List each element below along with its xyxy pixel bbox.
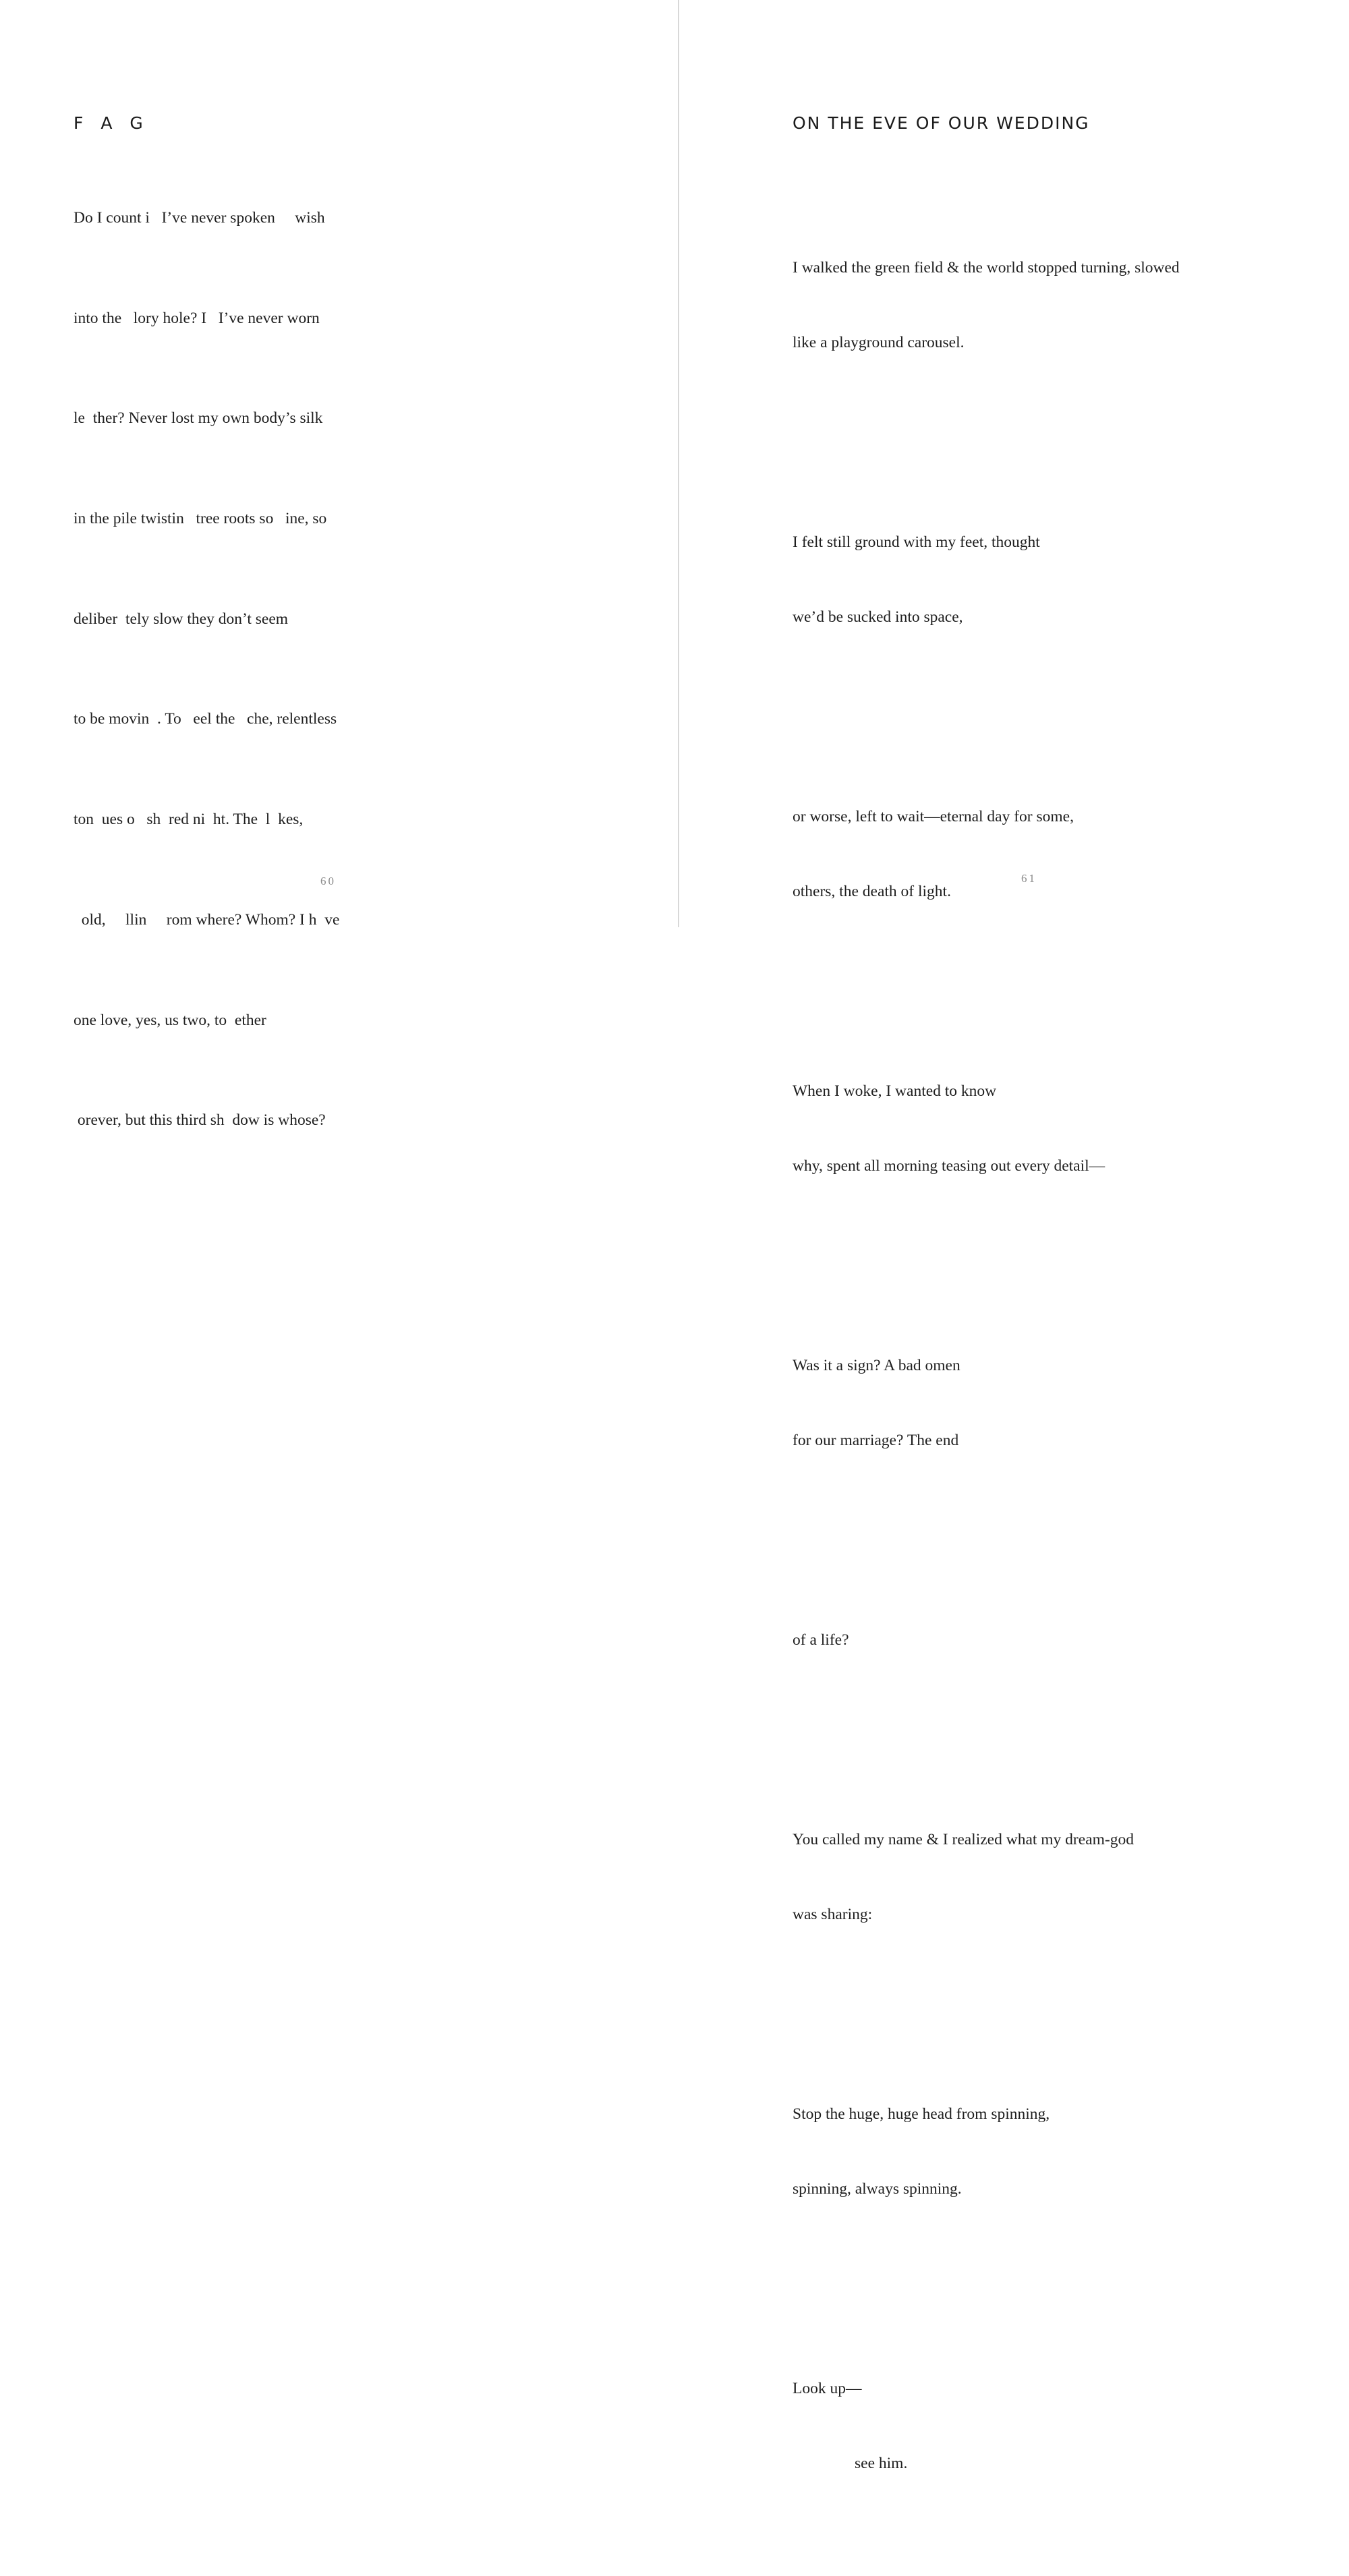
poem-line: When I woke, I wanted to know	[793, 1082, 997, 1100]
poem-line: You called my name & I realized what my dream-god	[793, 1831, 1134, 1848]
poem-line: old, llin rom where? Whom? I h ve	[74, 910, 340, 929]
poem-line: spinning, always spinning.	[793, 2180, 962, 2198]
stanza	[793, 755, 1180, 954]
poem-line: I walked the green field & the world stopped turning, slowed	[793, 259, 1180, 276]
stanza	[793, 1578, 1180, 1703]
poem-line: le ther? Never lost my own body’s silk	[74, 409, 323, 428]
book-gutter	[678, 0, 679, 927]
poem-line: like a playground carousel.	[793, 334, 965, 351]
stanza	[793, 2326, 1180, 2526]
poem-line: Do I count i I’ve never spoken wish	[74, 209, 325, 227]
stanza	[793, 206, 1180, 405]
poem-line: ton ues o sh red ni ht. The l kes,	[74, 811, 304, 829]
poem-line: others, the death of light.	[793, 883, 951, 900]
poem-line: or worse, left to wait—eternal day for some,	[793, 808, 1074, 825]
poem-line: I felt still ground with my feet, thought	[793, 533, 1040, 551]
stanza	[793, 1029, 1180, 1229]
page-number: 60	[320, 875, 336, 887]
poem-line: why, spent all morning teasing out every detail—	[793, 1157, 1106, 1175]
poem-body-fag	[74, 156, 339, 1208]
poem-line: into the lory hole? I I’ve never worn	[74, 309, 320, 327]
poem-title-wedding: ON THE EVE OF OUR WEDDING	[793, 113, 1090, 133]
poem-line: deliber tely slow they don’t seem	[74, 610, 289, 628]
poem-body-wedding	[793, 156, 1180, 2576]
poem-line: to be movin . To eel the che, relentless	[74, 710, 337, 728]
poem-title-fag: F A G	[74, 113, 149, 133]
stanza	[793, 1778, 1180, 1977]
poem-line: was sharing:	[793, 1906, 873, 1923]
poem-line: orever, but this third sh dow is whose?	[74, 1111, 326, 1130]
poem-line: of a life?	[793, 1631, 849, 1649]
poem-line: for our marriage? The end	[793, 1432, 959, 1449]
stanza	[793, 480, 1180, 680]
poem-line: we’d be sucked into space,	[793, 608, 963, 626]
stanza	[793, 1304, 1180, 1503]
left-page	[0, 0, 678, 1130]
poem-line-indented: see him.	[855, 2455, 908, 2472]
poem-line: Was it a sign? A bad omen	[793, 1357, 960, 1374]
poem-line: Look up—	[793, 2380, 862, 2397]
page-number: 61	[1021, 872, 1037, 885]
poem-line: one love, yes, us two, to ether	[74, 1011, 266, 1029]
stanza	[793, 2052, 1180, 2252]
poem-line: in the pile twistin tree roots so ine, so	[74, 510, 327, 528]
poem-line: Stop the huge, huge head from spinning,	[793, 2105, 1050, 2123]
